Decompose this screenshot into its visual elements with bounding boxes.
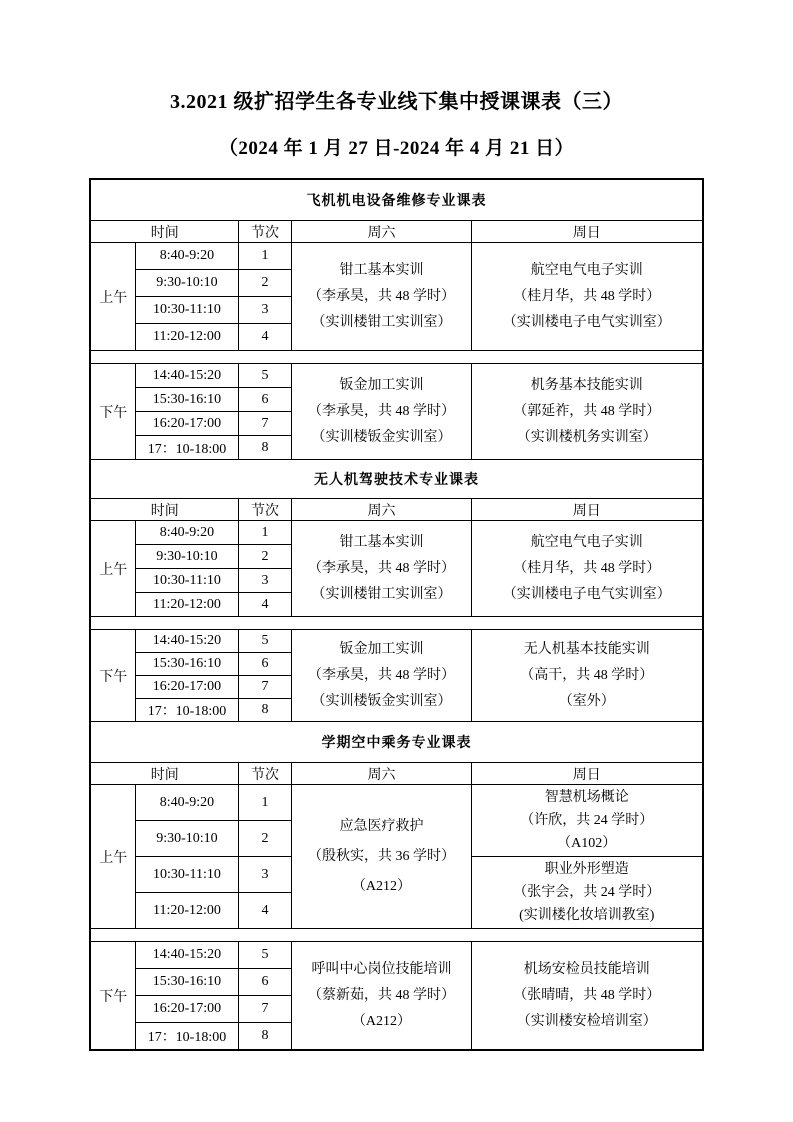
course-cell <box>471 785 702 857</box>
period-number: 1 <box>238 785 291 821</box>
col-header-saturday: 周六 <box>291 763 471 785</box>
course-teacher-hours: （高干，共 48 学时） <box>520 667 654 683</box>
course-teacher-hours: （张晴晴，共 48 学时） <box>513 987 661 1003</box>
course-cell <box>471 630 702 722</box>
period-number: 3 <box>238 569 291 593</box>
time-slot: 16:20-17:00 <box>135 412 238 436</box>
course-name: 航空电气电子实训 <box>530 534 643 550</box>
time-slot: 17：10-18:00 <box>135 1023 238 1051</box>
course-location: （实训楼钳工实训室） <box>311 314 452 330</box>
col-header-saturday: 周六 <box>291 499 471 521</box>
course-name: 机场安检员技能培训 <box>523 961 650 977</box>
period-number: 4 <box>238 593 291 617</box>
period-number: 8 <box>238 1023 291 1051</box>
course-name: 呼叫中心岗位技能培训 <box>311 961 452 977</box>
spacer-row <box>90 351 702 364</box>
col-header-time: 时间 <box>90 763 238 785</box>
session-label-afternoon: 下午 <box>90 364 135 460</box>
course-name: 钣金加工实训 <box>339 377 424 393</box>
period-number: 5 <box>238 364 291 388</box>
col-header-sunday: 周日 <box>471 499 702 521</box>
time-slot: 15:30-16:10 <box>135 653 238 676</box>
time-slot: 9:30-10:10 <box>135 821 238 857</box>
course-teacher-hours: （李承昊，共 48 学时） <box>307 667 455 683</box>
course-name: 职业外形塑造 <box>544 862 629 877</box>
course-cell <box>291 521 471 617</box>
period-number: 8 <box>238 436 291 460</box>
period-number: 2 <box>238 270 291 297</box>
course-teacher-hours: （张宇会，共 24 学时） <box>513 885 661 900</box>
time-slot: 14:40-15:20 <box>135 630 238 653</box>
course-teacher-hours: （桂月华，共 48 学时） <box>513 560 661 576</box>
course-cell <box>291 630 471 722</box>
col-header-saturday: 周六 <box>291 221 471 243</box>
period-number: 1 <box>238 521 291 545</box>
time-slot: 9:30-10:10 <box>135 545 238 569</box>
course-name: 钳工基本实训 <box>339 262 424 278</box>
time-slot: 10:30-11:10 <box>135 857 238 893</box>
course-cell <box>471 243 702 351</box>
spacer-row <box>90 617 702 630</box>
col-header-period: 节次 <box>238 763 291 785</box>
course-location: （实训楼安检培训室） <box>516 1013 657 1029</box>
schedule-table <box>89 178 703 1051</box>
time-slot: 14:40-15:20 <box>135 942 238 969</box>
course-cell <box>291 785 471 929</box>
course-location: （A212） <box>351 1013 412 1029</box>
time-slot: 11:20-12:00 <box>135 593 238 617</box>
col-header-sunday: 周日 <box>471 763 702 785</box>
period-number: 2 <box>238 821 291 857</box>
time-slot: 15:30-16:10 <box>135 969 238 996</box>
course-location: （实训楼钣金实训室） <box>311 429 452 445</box>
section-1-title: 飞机机电设备维修专业课表 <box>90 179 702 221</box>
time-slot: 8:40-9:20 <box>135 243 238 270</box>
session-label-morning: 上午 <box>90 243 135 351</box>
course-cell <box>291 942 471 1051</box>
time-slot: 15:30-16:10 <box>135 388 238 412</box>
session-label-morning: 上午 <box>90 785 135 929</box>
time-slot: 16:20-17:00 <box>135 996 238 1023</box>
course-location: （实训楼电子电气实训室） <box>502 314 671 330</box>
period-number: 1 <box>238 243 291 270</box>
session-label-morning: 上午 <box>90 521 135 617</box>
spacer-row <box>90 929 702 942</box>
time-slot: 11:20-12:00 <box>135 324 238 351</box>
course-cell <box>291 243 471 351</box>
period-number: 2 <box>238 545 291 569</box>
document-subtitle: （2024 年 1 月 27 日-2024 年 4 月 21 日） <box>218 138 575 159</box>
time-slot: 8:40-9:20 <box>135 521 238 545</box>
course-location: （实训楼钳工实训室） <box>311 586 452 602</box>
period-number: 5 <box>238 942 291 969</box>
period-number: 7 <box>238 996 291 1023</box>
course-cell <box>471 521 702 617</box>
session-label-afternoon: 下午 <box>90 630 135 722</box>
period-number: 6 <box>238 969 291 996</box>
document-title: 3.2021 级扩招学生各专业线下集中授课课表（三） <box>170 91 623 113</box>
course-teacher-hours: （郭延祚，共 48 学时） <box>513 403 661 419</box>
course-location: （实训楼电子电气实训室） <box>502 586 671 602</box>
course-teacher-hours: （蔡新茹，共 48 学时） <box>307 987 455 1003</box>
course-name: 航空电气电子实训 <box>530 262 643 278</box>
course-location: （A212） <box>351 878 412 894</box>
course-cell <box>471 364 702 460</box>
period-number: 4 <box>238 324 291 351</box>
time-slot: 17：10-18:00 <box>135 436 238 460</box>
course-cell <box>471 857 702 929</box>
period-number: 3 <box>238 297 291 324</box>
course-cell <box>291 364 471 460</box>
course-teacher-hours: （殷秋实，共 36 学时） <box>307 848 455 864</box>
course-location: （实训楼钣金实训室） <box>311 693 452 709</box>
course-location: （室外） <box>558 693 615 709</box>
course-teacher-hours: （李承昊，共 48 学时） <box>307 288 455 304</box>
course-location: (实训楼化妆培训教室) <box>519 908 655 923</box>
course-teacher-hours: （桂月华，共 48 学时） <box>513 288 661 304</box>
course-name: 机务基本技能实训 <box>530 377 643 393</box>
time-slot: 11:20-12:00 <box>135 893 238 929</box>
course-name: 钣金加工实训 <box>339 641 424 657</box>
col-header-time: 时间 <box>90 221 238 243</box>
course-teacher-hours: （李承昊，共 48 学时） <box>307 560 455 576</box>
course-name: 无人机基本技能实训 <box>523 641 650 657</box>
period-number: 3 <box>238 857 291 893</box>
course-name: 智慧机场概论 <box>544 790 629 805</box>
course-location: （实训楼机务实训室） <box>516 429 657 445</box>
col-header-period: 节次 <box>238 499 291 521</box>
col-header-time: 时间 <box>90 499 238 521</box>
course-teacher-hours: （许欣，共 24 学时） <box>520 813 654 828</box>
col-header-period: 节次 <box>238 221 291 243</box>
col-header-sunday: 周日 <box>471 221 702 243</box>
course-location: （A102） <box>557 836 617 851</box>
time-slot: 16:20-17:00 <box>135 676 238 699</box>
period-number: 4 <box>238 893 291 929</box>
period-number: 6 <box>238 653 291 676</box>
section-3-title: 学期空中乘务专业课表 <box>90 722 702 763</box>
time-slot: 10:30-11:10 <box>135 297 238 324</box>
section-2-title: 无人机驾驶技术专业课表 <box>90 460 702 499</box>
time-slot: 9:30-10:10 <box>135 270 238 297</box>
period-number: 7 <box>238 412 291 436</box>
time-slot: 17：10-18:00 <box>135 699 238 722</box>
period-number: 8 <box>238 699 291 722</box>
session-label-afternoon: 下午 <box>90 942 135 1051</box>
time-slot: 14:40-15:20 <box>135 364 238 388</box>
time-slot: 10:30-11:10 <box>135 569 238 593</box>
time-slot: 8:40-9:20 <box>135 785 238 821</box>
course-cell <box>471 942 702 1051</box>
period-number: 7 <box>238 676 291 699</box>
period-number: 5 <box>238 630 291 653</box>
course-teacher-hours: （李承昊，共 48 学时） <box>307 403 455 419</box>
course-name: 钳工基本实训 <box>339 534 424 550</box>
period-number: 6 <box>238 388 291 412</box>
course-name: 应急医疗救护 <box>339 818 424 834</box>
